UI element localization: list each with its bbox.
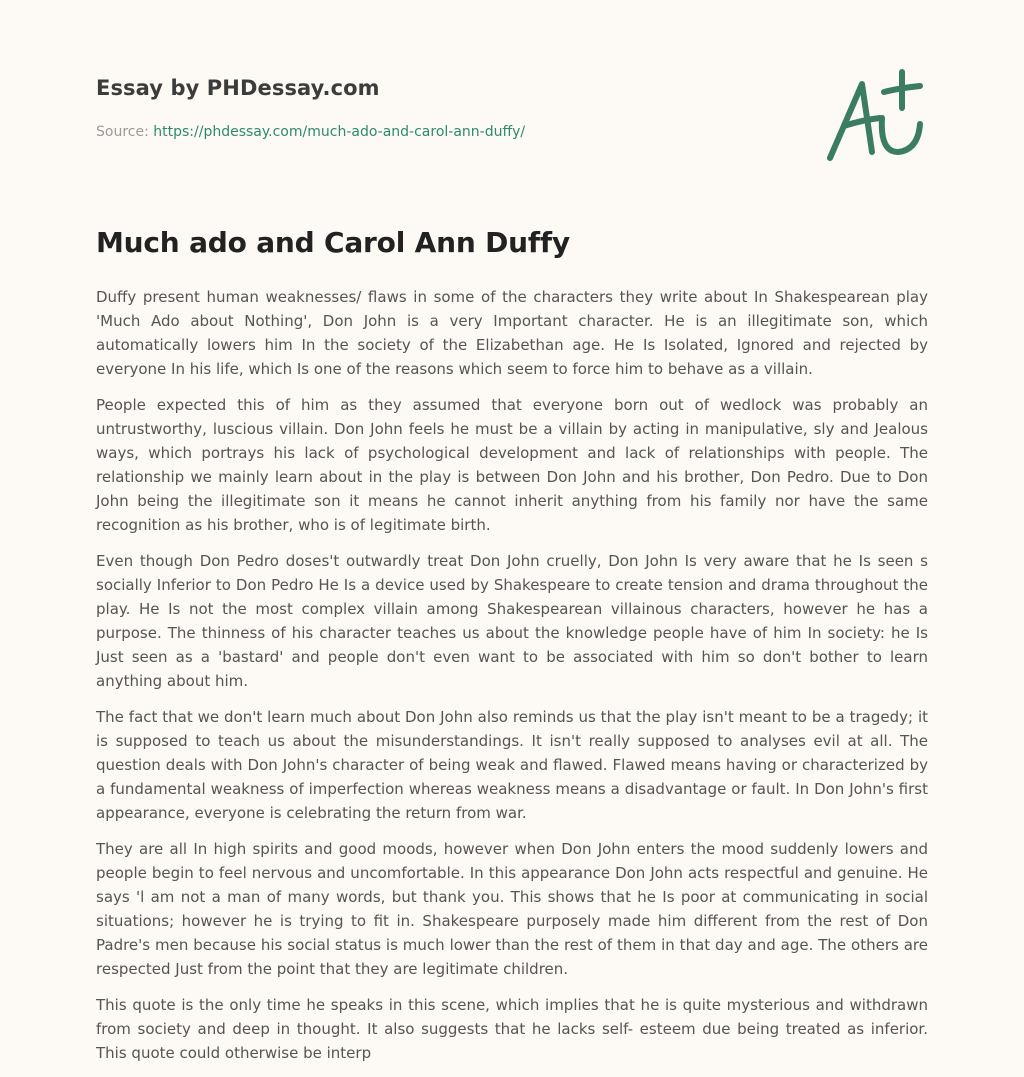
essay-paragraph: They are all In high spirits and good moods, however when Don John enters the mood suddenly lowers and people begin to feel nervous and uncomfortable. In this appearance Don John acts respectful and genuine. He says 'l am not a man of many words, but thank you. This shows that he Is poor at communicating in social situations; however he is trying to fit in. Shakespeare purposely made him different from the rest of Don Padre's men because his social status is much lower than the rest of them in that day and age. The others are respected Just from the point that they are legitimate children. bbox=[96, 840, 928, 978]
a-plus-logo-icon bbox=[822, 68, 926, 164]
essay-paragraph: Even though Don Pedro doses't outwardly treat Don John cruelly, Don John Is very aware that he Is seen s socially Inferior to Don Pedro He Is a device used by Shakespeare to create tension and drama throughout the play. He Is not the most complex villain among Shakespearean villainous characters, however he has a purpose. The thinness of his character teaches us about the knowledge people have of him In society: he Is Just seen as a 'bastard' and people don't even want to be associated with him so don't bother to learn anything about him. bbox=[96, 552, 928, 690]
essay-body bbox=[96, 285, 928, 1077]
source-line bbox=[96, 124, 525, 140]
essay-paragraph: This quote is the only time he speaks in this scene, which implies that he is quite mysterious and withdrawn from society and deep in thought. It also suggests that he lacks self- esteem due being treated as inferior. This quote could otherwise be interp bbox=[96, 996, 928, 1062]
essay-paragraph: The fact that we don't learn much about Don John also reminds us that the play isn't meant to be a tragedy; it is supposed to teach us about the misunderstandings. It isn't really supposed to analyses evil at all. The question deals with Don John's character of being weak and flawed. Flawed means having or characterized by a fundamental weakness of imperfection whereas weakness means a disadvantage or fault. In Don John's first appearance, everyone is celebrating the return from war. bbox=[96, 708, 928, 822]
source-link[interactable]: https://phdessay.com/much-ado-and-carol-ann-duffy/ bbox=[153, 124, 526, 140]
site-title: Essay by PHDessay.com bbox=[96, 76, 380, 100]
essay-paragraph: Duffy present human weaknesses/ flaws in some of the characters they write about In Shakespearean play 'Much Ado about Nothing', Don John is a very Important character. He is an illegitimate son, which automatically lowers him In the society of the Elizabethan age. He Is Isolated, Ignored and rejected by everyone In his life, which Is one of the reasons which seem to force him to behave as a villain. bbox=[96, 288, 928, 378]
essay-paragraph: People expected this of him as they assumed that everyone born out of wedlock was probably an untrustworthy, luscious villain. Don John feels he must be a villain by acting in manipulative, sly and Jealous ways, which portrays his lack of psychological development and lack of relationships with people. The relationship we mainly learn about in the play is between Don John and his brother, Don Pedro. Due to Don John being the illegitimate son it means he cannot inherit anything from his family nor have the same recognition as his brother, who is of legitimate birth. bbox=[96, 396, 928, 534]
source-label: Source: bbox=[96, 124, 154, 140]
essay-title: Much ado and Carol Ann Duffy bbox=[96, 226, 570, 259]
